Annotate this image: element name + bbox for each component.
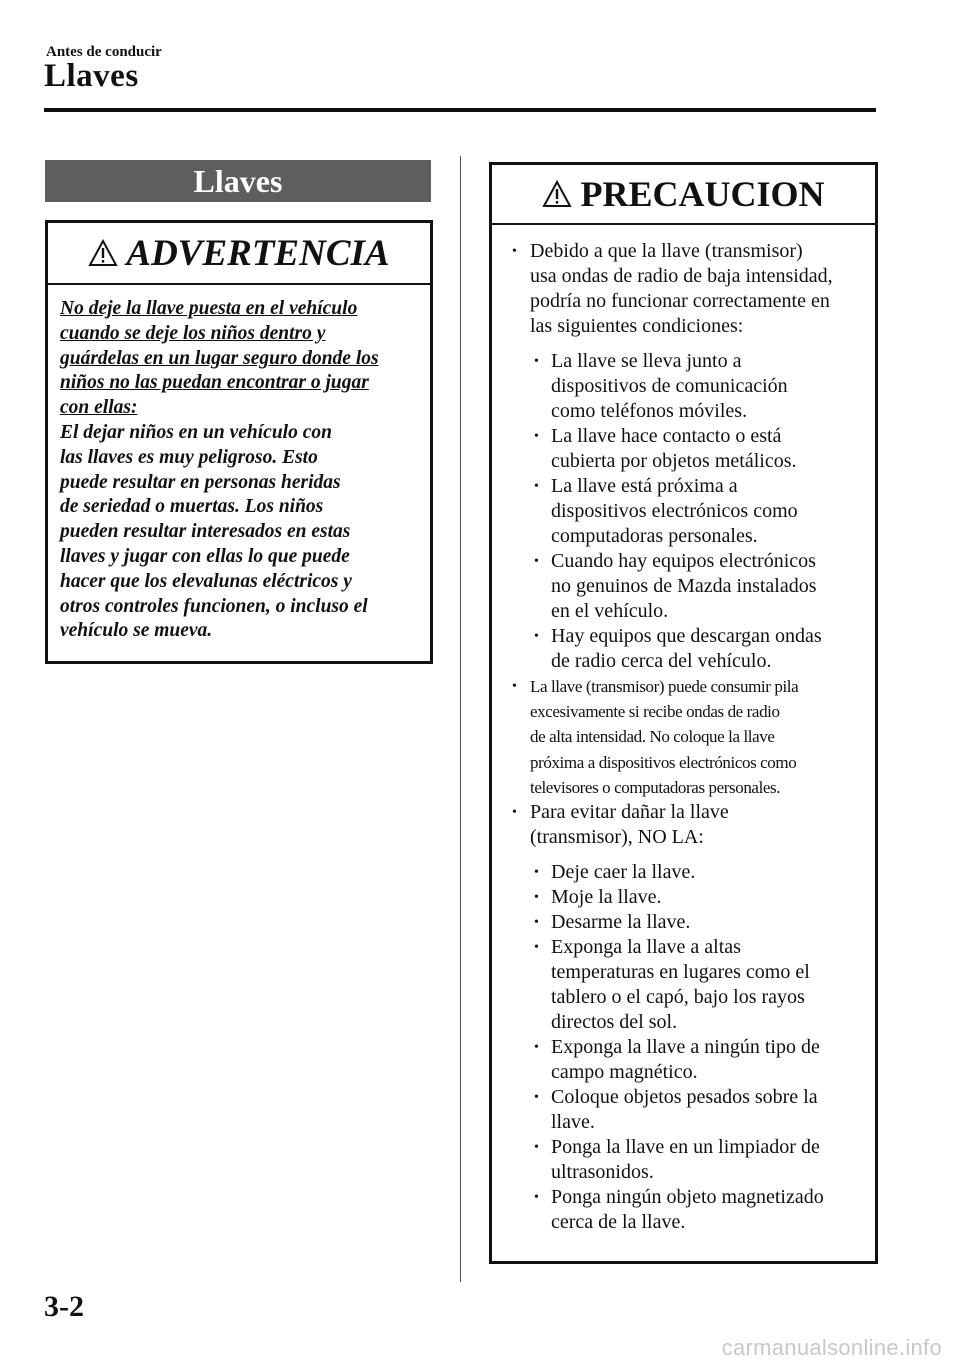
sub-list-item [506,910,867,935]
item-line: dispositivos electrónicos como [551,500,798,522]
warning-text-line: El dejar niños en un vehículo con [60,421,332,443]
item-line: ultrasonidos. [551,1161,654,1184]
warning-text-line: las llaves es muy peligroso. Esto [60,446,318,468]
item-line: • Ponga ningún objeto magnetizado [551,1186,824,1209]
item-line: de alta intensidad. No coloque la llave [530,727,775,747]
list-item [506,674,867,800]
sub-list-item [506,424,867,474]
item-line: excesivamente si recibe ondas de radio [530,702,780,722]
item-line: • Exponga la llave a altas [551,936,741,959]
sub-list-item [506,474,867,549]
warning-text-line: puede resultar en personas heridas [60,471,341,493]
column-divider [460,156,461,1282]
item-line: • Ponga la llave en un limpiador de [551,1136,820,1159]
item-line: • Para evitar dañar la llave [530,801,729,824]
watermark: carmanualsonline.info [721,1335,942,1360]
spacer [506,850,867,860]
caution-body [492,225,875,1235]
warning-text-line: No deje la llave puesta en el vehículo [60,298,358,319]
warning-box [45,220,433,664]
header-rule [44,108,876,112]
sub-list-item [506,885,867,910]
sub-list-item [506,1135,867,1185]
item-line: llave. [551,1111,595,1134]
item-line: • Moje la llave. [551,886,662,909]
caution-header [492,165,875,225]
warning-text-line: vehículo se mueva. [60,620,213,642]
item-line: • La llave se lleva junto a [551,350,742,372]
chapter-label: Antes de conducir [46,44,162,60]
item-line: televisores o computadoras personales. [530,777,781,797]
item-line: dispositivos de comunicación [551,375,788,397]
sub-list-item [506,624,867,674]
item-line: (transmisor), NO LA: [530,826,704,849]
item-line: cubierta por objetos metálicos. [551,450,797,472]
warning-triangle-icon [542,180,572,208]
sub-list-item [506,1035,867,1085]
page-title: Llaves [44,58,139,94]
item-line: • La llave hace contacto o está [551,425,782,447]
warning-header [48,223,430,285]
item-line: • Exponga la llave a ningún tipo de [551,1036,820,1059]
item-line: de radio cerca del vehículo. [551,650,772,672]
item-line: temperaturas en lugares como el [551,961,810,984]
sub-list-item [506,860,867,885]
item-line: • Cuando hay equipos electrónicos [551,550,816,572]
warning-text-line: niños no las puedan encontrar o jugar [60,372,369,394]
item-line: próxima a dispositivos electrónicos como [530,752,797,772]
item-line: • La llave (transmisor) puede consumir pila [530,677,799,696]
page-number: 3-2 [44,1290,84,1323]
item-line: • Hay equipos que descargan ondas [551,625,822,647]
spacer [506,339,867,349]
item-line: no genuinos de Mazda instalados [551,575,817,597]
warning-body [48,285,430,644]
item-line: tablero o el capó, bajo los rayos [551,986,805,1009]
sub-list-item [506,1185,867,1235]
item-line: en el vehículo. [551,600,669,622]
item-line: las siguientes condiciones: [530,315,744,337]
item-line: directos del sol. [551,1011,678,1034]
warning-text-line: con ellas: [60,397,138,419]
item-line: • Desarme la llave. [551,911,691,934]
list-item [506,800,867,850]
caution-title: PRECAUCION [580,174,825,214]
item-line: podría no funcionar correctamente en [530,290,830,312]
item-line: computadoras personales. [551,525,758,547]
item-line: • La llave está próxima a [551,475,738,497]
caution-box [489,162,878,1264]
warning-text-line: otros controles funcionen, o incluso el [60,595,368,617]
warning-text-line: de seriedad o muertas. Los niños [60,496,324,518]
item-line: cerca de la llave. [551,1211,686,1234]
item-line: • Coloque objetos pesados sobre la [551,1086,818,1109]
warning-text-line: guárdelas en un lugar seguro donde los [60,347,379,369]
warning-text-line: hacer que los elevalunas eléctricos y [60,570,352,592]
item-line: campo magnético. [551,1061,698,1084]
warning-triangle-icon [88,239,118,267]
sub-list-item [506,549,867,624]
sub-list-item [506,935,867,1035]
item-line: usa ondas de radio de baja intensidad, [530,265,833,287]
sub-list-item [506,349,867,424]
section-banner: Llaves [45,160,431,202]
warning-text-line: llaves y jugar con ellas lo que puede [60,545,350,567]
warning-title: ADVERTENCIA [126,232,390,274]
warning-text-line: pueden resultar interesados en estas [60,521,351,543]
item-line: • Deje caer la llave. [551,861,696,884]
list-item [506,239,867,339]
item-line: como teléfonos móviles. [551,400,748,422]
sub-list-item [506,1085,867,1135]
item-line: • Debido a que la llave (transmisor) [530,240,803,262]
warning-text-line: cuando se deje los niños dentro y [60,322,326,344]
